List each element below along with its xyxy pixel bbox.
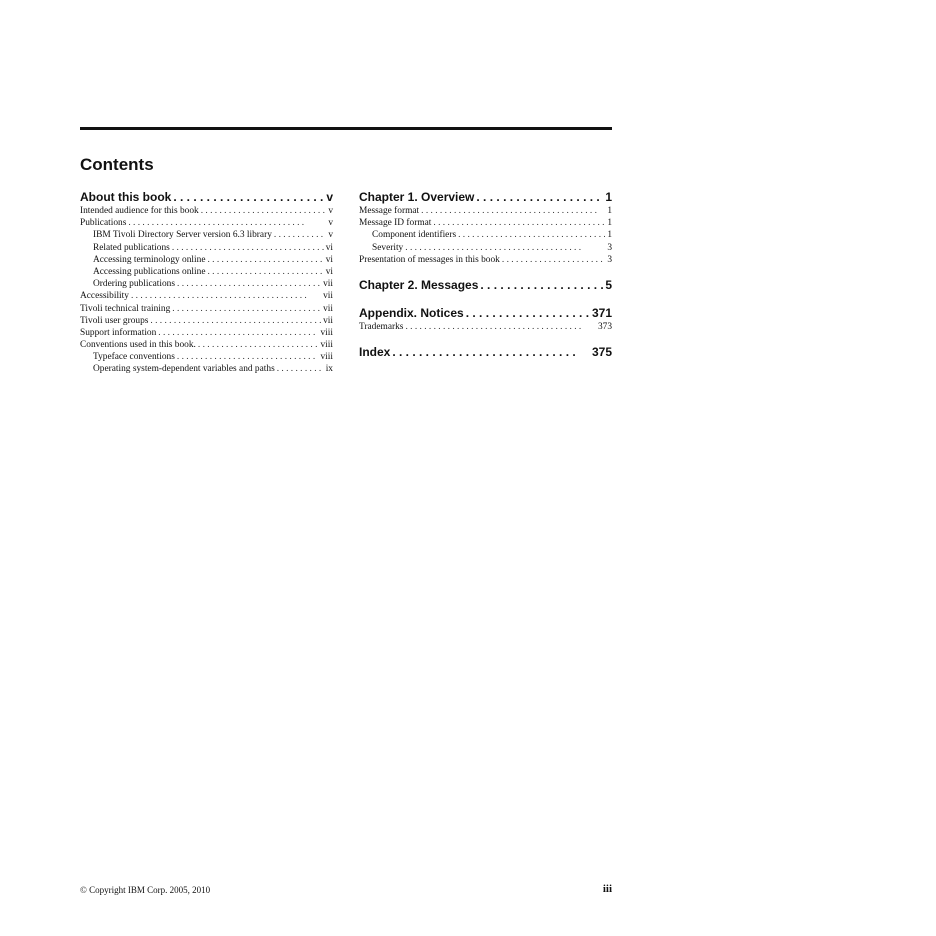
- dot-leader: [476, 189, 603, 205]
- toc-entry-presentation-of-messages[interactable]: [359, 254, 612, 266]
- toc-entry-page: 1: [607, 218, 612, 229]
- toc-entry-typeface-conventions[interactable]: [80, 351, 333, 363]
- toc-entry-tds-library[interactable]: [80, 229, 333, 241]
- toc-entry-text: Message ID format: [359, 218, 432, 229]
- dot-leader: [198, 339, 319, 351]
- toc-entry-page: 3: [607, 242, 612, 253]
- dot-leader: [207, 266, 323, 278]
- toc-entry-text: Tivoli technical training: [80, 303, 171, 314]
- dot-leader: [173, 189, 324, 205]
- toc-entry-text: Publications: [80, 218, 127, 229]
- dot-leader: [172, 242, 324, 254]
- toc-entry-text: Typeface conventions: [93, 352, 175, 363]
- toc-entry-chapter-2[interactable]: [359, 277, 612, 293]
- section-spacer: [359, 293, 612, 305]
- toc-entry-text: Presentation of messages in this book: [359, 254, 500, 265]
- toc-entry-publications[interactable]: [80, 217, 333, 229]
- toc-entry-support-information[interactable]: [80, 327, 333, 339]
- toc-entry-index[interactable]: [359, 344, 612, 360]
- toc-left-column: [80, 189, 333, 376]
- page-title: Contents: [80, 155, 154, 174]
- dot-leader: [274, 229, 326, 241]
- dot-leader: [172, 303, 321, 315]
- toc-entry-message-format[interactable]: [359, 205, 612, 217]
- dot-leader: [201, 205, 327, 217]
- toc-entry-trademarks[interactable]: [359, 321, 612, 333]
- toc-entry-about-this-book[interactable]: [80, 189, 333, 205]
- toc-entry-intended-audience[interactable]: [80, 205, 333, 217]
- dot-leader: [177, 351, 319, 363]
- toc-entry-text: Accessing terminology online: [93, 254, 206, 265]
- toc-entry-page: ix: [325, 364, 333, 375]
- toc-entry-text: Chapter 2. Messages: [359, 277, 479, 292]
- toc-entry-page: vii: [323, 303, 333, 314]
- toc-entry-text: Component identifiers: [372, 230, 457, 241]
- toc-entry-text: Index: [359, 345, 391, 360]
- toc-entry-page: 3: [607, 254, 612, 265]
- toc-entry-text: Tivoli user groups: [80, 315, 149, 326]
- toc-entry-accessibility[interactable]: [80, 290, 333, 302]
- toc-entry-severity[interactable]: [359, 242, 612, 254]
- toc-entry-text: Intended audience for this book: [80, 206, 199, 216]
- toc-entry-text: Accessing publications online: [93, 266, 206, 277]
- toc-entry-page: v: [328, 230, 333, 241]
- toc-entry-text: Message format: [359, 206, 420, 216]
- header-rule: [80, 127, 612, 130]
- toc-entry-text: Conventions used in this book.: [80, 340, 196, 351]
- toc-entry-text: Ordering publications: [93, 279, 176, 290]
- toc-entry-page: 373: [597, 321, 612, 332]
- dot-leader: [502, 254, 605, 266]
- toc-entry-text: IBM Tivoli Directory Server version 6.3 library: [93, 230, 272, 241]
- toc-entry-page: 1: [607, 206, 612, 216]
- dot-leader: [177, 278, 321, 290]
- toc-entry-text: About this book: [80, 190, 172, 204]
- toc-entry-page: vii: [323, 291, 333, 302]
- toc-entry-conventions[interactable]: [80, 339, 333, 351]
- copyright-notice: © Copyright IBM Corp. 2005, 2010: [80, 885, 211, 895]
- toc-entry-page: 375: [591, 345, 612, 360]
- dot-leader: [466, 305, 590, 321]
- toc-entry-chapter-1[interactable]: [359, 189, 612, 205]
- toc-entry-page: viii: [320, 352, 333, 363]
- toc-right-column: [359, 189, 612, 360]
- toc-entry-page: 5: [605, 277, 612, 292]
- toc-entry-related-publications[interactable]: [80, 242, 333, 254]
- toc-entry-publications-online[interactable]: [80, 266, 333, 278]
- section-spacer: [359, 266, 612, 277]
- dot-leader: [277, 363, 324, 375]
- toc-entry-user-groups[interactable]: [80, 315, 333, 327]
- toc-entry-appendix-notices[interactable]: [359, 305, 612, 321]
- toc-entry-ordering-publications[interactable]: [80, 278, 333, 290]
- toc-entry-page: vi: [325, 242, 333, 253]
- dot-leader: [405, 242, 605, 254]
- toc-entry-page: vii: [323, 315, 333, 326]
- dot-leader: [480, 277, 603, 293]
- toc-entry-page: viii: [320, 340, 333, 351]
- toc-entry-text: Trademarks: [359, 321, 404, 332]
- toc-entry-text: Chapter 1. Overview: [359, 190, 475, 204]
- dot-leader: [421, 205, 605, 217]
- toc-entry-text: Related publications: [93, 242, 170, 253]
- toc-entry-os-variables-paths[interactable]: [80, 363, 333, 375]
- toc-entry-text: Severity: [372, 242, 404, 253]
- toc-entry-page: v: [326, 190, 333, 204]
- toc-entry-page: vi: [325, 266, 333, 277]
- dot-leader: [128, 217, 326, 229]
- toc-entry-page: vii: [323, 279, 333, 290]
- dot-leader: [433, 217, 605, 229]
- toc-entry-technical-training[interactable]: [80, 303, 333, 315]
- dot-leader: [131, 290, 321, 302]
- toc-entry-page: 1: [605, 190, 612, 204]
- toc-entry-terminology-online[interactable]: [80, 254, 333, 266]
- dot-leader: [150, 315, 321, 327]
- toc-entry-page: 1: [607, 230, 612, 241]
- dot-leader: [207, 254, 323, 266]
- toc-entry-page: vi: [325, 254, 333, 265]
- section-spacer: [359, 333, 612, 344]
- dot-leader: [405, 321, 595, 333]
- dot-leader: [458, 229, 605, 241]
- toc-entry-page: viii: [320, 327, 333, 338]
- toc-entry-component-identifiers[interactable]: [359, 229, 612, 241]
- toc-entry-message-id-format[interactable]: [359, 217, 612, 229]
- dot-leader: [158, 327, 318, 339]
- toc-entry-page: v: [328, 218, 333, 229]
- toc-entry-text: Operating system-dependent variables and paths: [93, 364, 275, 375]
- toc-entry-page: 371: [591, 305, 612, 320]
- dot-leader: [392, 344, 590, 360]
- toc-entry-text: Appendix. Notices: [359, 305, 464, 320]
- toc-entry-page: v: [328, 206, 333, 216]
- toc-entry-text: Accessibility: [80, 291, 129, 302]
- toc-entry-text: Support information: [80, 327, 157, 338]
- page-number: iii: [602, 883, 612, 895]
